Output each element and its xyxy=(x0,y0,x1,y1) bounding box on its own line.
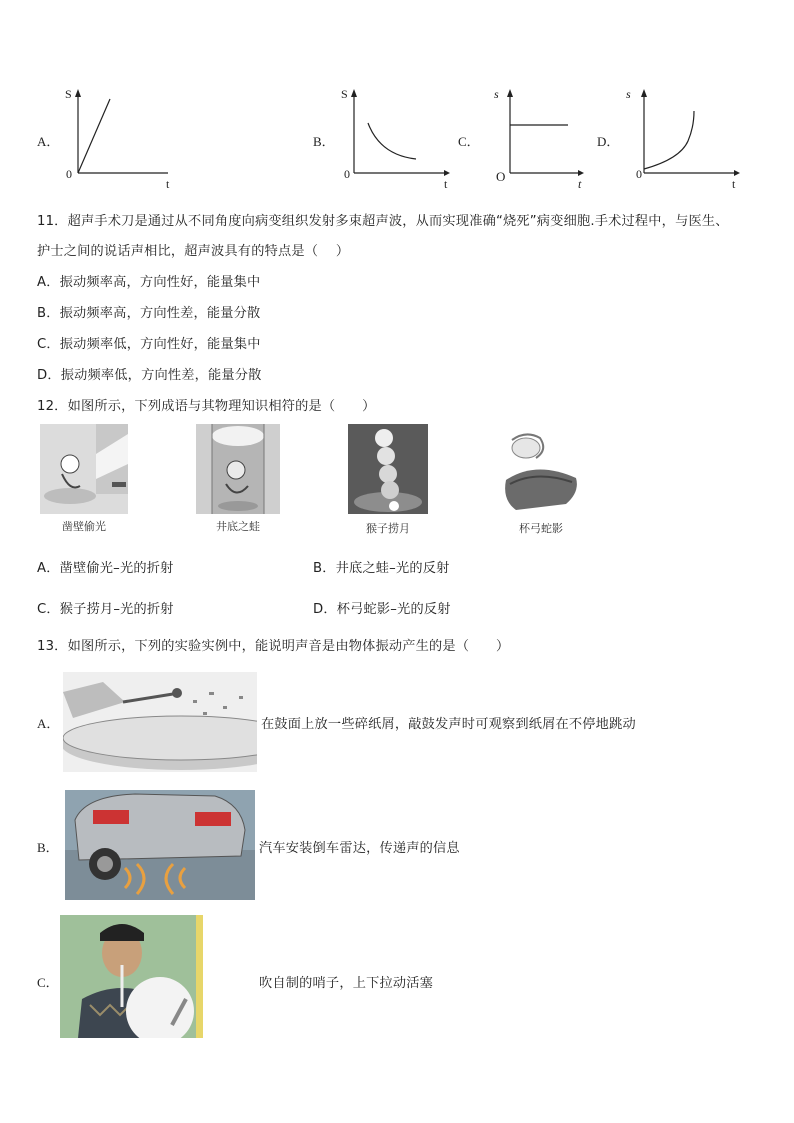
q13-option-c-text: 吹自制的哨子，上下拉动活塞 xyxy=(259,976,434,991)
graph-d-origin: 0 xyxy=(636,167,642,181)
graph-b xyxy=(336,85,456,190)
graph-b-label: B． xyxy=(313,134,335,149)
graph-c-label: C． xyxy=(458,134,480,149)
graph-d-yaxis: s xyxy=(626,87,631,101)
q13-image-c xyxy=(60,915,203,1038)
q13-option-a-label: A． xyxy=(37,716,60,731)
graph-b-origin: 0 xyxy=(344,167,350,181)
q12-option-b: B．井底之蛙–光的反射 xyxy=(313,561,450,576)
q11-stem-line2: 护士之间的说话声相比，超声波具有的特点是（ ） xyxy=(37,244,350,259)
graph-a xyxy=(60,85,180,190)
q12-caption-2: 井底之蛙 xyxy=(216,520,260,533)
graph-d-xaxis: t xyxy=(732,177,736,191)
graph-a-yaxis: S xyxy=(65,87,72,101)
q12-image-4 xyxy=(496,430,586,514)
graph-d xyxy=(626,85,751,190)
graph-c-origin: O xyxy=(496,169,506,184)
q11-option-b: B．振动频率高，方向性差，能量分散 xyxy=(37,306,261,321)
q12-option-c: C．猴子捞月–光的折射 xyxy=(37,602,174,617)
q13-option-c-label: C． xyxy=(37,975,59,990)
q12-stem: 12．如图所示，下列成语与其物理知识相符的是（ ） xyxy=(37,399,376,414)
q12-option-a: A．凿壁偷光–光的折射 xyxy=(37,561,174,576)
graph-c-xaxis: t xyxy=(578,177,582,191)
graph-c-yaxis: s xyxy=(494,87,499,101)
graph-d-label: D． xyxy=(597,134,620,149)
graph-b-yaxis: S xyxy=(341,87,348,101)
graph-b-xaxis: t xyxy=(444,177,448,191)
graph-a-origin: 0 xyxy=(66,167,72,181)
q12-image-2 xyxy=(196,424,280,514)
q13-image-a xyxy=(63,672,257,772)
q13-stem: 13．如图所示，下列的实验实例中，能说明声音是由物体振动产生的是（ ） xyxy=(37,639,510,654)
graph-a-xaxis: t xyxy=(166,177,170,191)
q13-option-a-text: 在鼓面上放一些碎纸屑，敲鼓发声时可观察到纸屑在不停地跳动 xyxy=(261,717,636,732)
q11-stem-line1: 11．超声手术刀是通过从不同角度向病变组织发射多束超声波，从而实现准确“烧死”病变细胞.手术过程中，与医生、 xyxy=(37,214,729,229)
q11-option-c: C．振动频率低，方向性好，能量集中 xyxy=(37,337,261,352)
q13-option-b-label: B． xyxy=(37,840,59,855)
graph-a-label: A． xyxy=(37,134,60,149)
graph-c xyxy=(492,85,592,190)
q12-caption-4: 杯弓蛇影 xyxy=(519,522,563,535)
q12-image-3 xyxy=(348,424,428,514)
q12-caption-3: 猴子捞月 xyxy=(366,522,410,535)
q12-option-d: D．杯弓蛇影–光的反射 xyxy=(313,602,451,617)
q13-option-b-text: 汽车安装倒车雷达，传递声的信息 xyxy=(259,841,460,856)
q12-image-1 xyxy=(40,424,128,514)
q11-option-d: D．振动频率低，方向性差，能量分散 xyxy=(37,368,262,383)
q11-option-a: A．振动频率高，方向性好，能量集中 xyxy=(37,275,261,290)
q12-caption-1: 凿壁偷光 xyxy=(62,520,106,533)
q13-image-b xyxy=(65,790,255,900)
